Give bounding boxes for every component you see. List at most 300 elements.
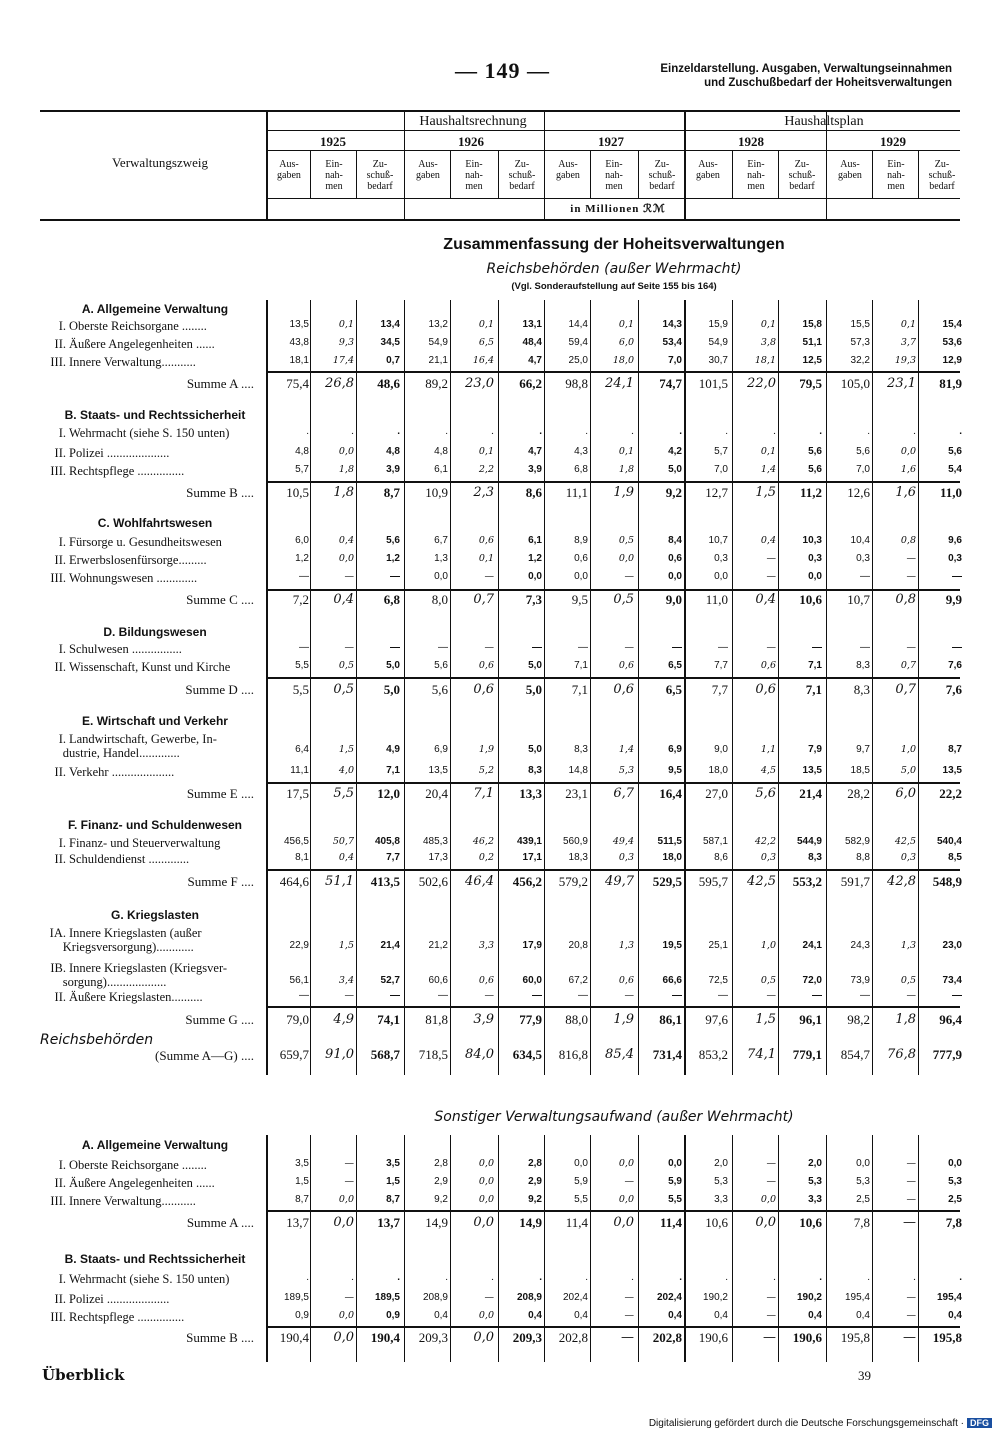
table-cell: 1,3 [618, 940, 634, 951]
row-number: III. [50, 1194, 66, 1208]
table-cell: 7,7 [711, 682, 728, 697]
table-cell: — [860, 571, 870, 582]
column-rule [544, 110, 545, 219]
column-rule [450, 150, 451, 198]
table-cell: 11,2 [799, 485, 822, 500]
table-cell: 13,2 [428, 319, 448, 330]
table-cell: 5,7 [295, 464, 309, 475]
table-cell: 209,3 [418, 1330, 448, 1345]
table-cell: 7,7 [714, 660, 728, 671]
table-cell: 9,3 [338, 337, 354, 348]
table-cell: 1,9 [478, 744, 494, 755]
table-cell: 3,3 [714, 1194, 728, 1205]
table-cell: — [344, 990, 354, 1001]
row-label-text: Schuldendienst ............. [69, 852, 190, 866]
table-cell: — [624, 571, 634, 582]
table-cell: 8,7 [295, 1194, 309, 1205]
table-cell: 15,4 [942, 319, 962, 330]
group-heading: B. Staats- und Rechtssicherheit [64, 408, 246, 422]
total-label-line-2: (Summe A—G) .... [155, 1048, 254, 1063]
table-cell: 15,5 [850, 319, 870, 330]
table-cell: . [350, 426, 354, 437]
table-cell: — [766, 1176, 776, 1187]
table-cell: 105,0 [840, 376, 870, 391]
table-cell: 0,0 [473, 1215, 494, 1230]
table-cell: 560,9 [562, 836, 588, 847]
table-cell: — [532, 642, 542, 653]
table-cell: 0,6 [574, 553, 588, 564]
row-label [44, 852, 256, 866]
table-cell: 13,1 [522, 319, 542, 330]
table-cell: 0,5 [618, 535, 634, 546]
dfg-logo: DFG [967, 1418, 992, 1428]
column-subheading: Ein- nah- men [465, 159, 483, 192]
table-cell: 1,1 [760, 744, 776, 755]
table-cell: 202,8 [558, 1330, 588, 1345]
table-cell: 18,1 [754, 355, 776, 366]
row-rule [268, 677, 960, 679]
table-cell: . [585, 1272, 588, 1283]
table-cell: — [860, 990, 870, 1001]
row-rule [268, 481, 960, 483]
table-cell: 5,9 [668, 1176, 682, 1187]
row-number: II. [54, 852, 66, 866]
column-rule [450, 300, 451, 1075]
table-cell: 5,0 [528, 660, 542, 671]
sum-label: Summe E .... [186, 786, 254, 801]
table-cell: — [578, 642, 588, 653]
table-cell: 1,8 [333, 485, 354, 500]
row-number: II. [54, 990, 66, 1004]
table-cell: — [484, 571, 494, 582]
table-cell: 54,9 [428, 337, 448, 348]
table-cell: 91,0 [325, 1047, 354, 1062]
row-number: II. [54, 553, 66, 567]
table-cell: 5,5 [574, 1194, 588, 1205]
table-cell: 8,7 [386, 1194, 400, 1205]
table-cell: 60,6 [428, 975, 448, 986]
table-cell: 24,3 [850, 940, 870, 951]
table-cell: 23,1 [887, 376, 916, 391]
column-rule [544, 1135, 545, 1362]
table-cell: 23,0 [465, 376, 494, 391]
row-number: II. [54, 337, 66, 351]
table-cell: 5,5 [333, 786, 354, 801]
table-cell: 76,8 [887, 1047, 916, 1062]
table-cell: 11,4 [659, 1215, 682, 1230]
group-actual-heading: Haushaltsrechnung [419, 114, 527, 129]
row-label [44, 1292, 256, 1306]
table-cell: 11,4 [565, 1215, 588, 1230]
table-cell: 0,0 [808, 571, 822, 582]
table-cell: 10,9 [425, 485, 448, 500]
year-heading: 1929 [880, 134, 906, 149]
table-cell: 21,4 [799, 786, 822, 801]
header-rule-1 [266, 130, 960, 131]
table-cell: . [350, 1272, 354, 1283]
table-cell: 1,4 [760, 464, 776, 475]
table-cell: 98,2 [847, 1012, 870, 1027]
table-cell: 30,7 [708, 355, 728, 366]
table-cell: 79,5 [799, 376, 822, 391]
column-rule [266, 110, 268, 219]
table-cell: 0,0 [618, 1194, 634, 1205]
column-rule [310, 300, 311, 1075]
table-cell: — [766, 1310, 776, 1321]
table-cell: — [952, 642, 962, 653]
table-cell: 2,9 [528, 1176, 542, 1187]
table-cell: 3,9 [528, 464, 542, 475]
row-number: II. [54, 660, 66, 674]
table-cell: 587,1 [702, 836, 728, 847]
table-cell: 0,4 [668, 1310, 682, 1321]
row-number: I. [58, 319, 66, 333]
table-cell: 17,5 [286, 786, 309, 801]
table-cell: — [624, 1310, 634, 1321]
row-rule [268, 1326, 960, 1328]
table-cell: 208,9 [516, 1292, 542, 1303]
table-cell: 202,8 [652, 1330, 682, 1345]
table-cell: 464,6 [279, 874, 309, 889]
table-cell: 3,8 [760, 337, 776, 348]
table-cell: 21,2 [428, 940, 448, 951]
table-cell: 4,7 [528, 355, 542, 366]
table-cell: 6,1 [528, 535, 542, 546]
table-cell: . [912, 1272, 916, 1283]
table-cell: 0,1 [338, 319, 354, 330]
table-cell: 20,8 [568, 940, 588, 951]
table-cell: 0,3 [948, 553, 962, 564]
table-cell: 5,5 [292, 682, 309, 697]
table-cell: 0,0 [528, 571, 542, 582]
table-cell: 25,1 [708, 940, 728, 951]
table-cell: — [624, 990, 634, 1001]
table-cell: — [532, 990, 542, 1001]
row-label-text: Innere Kriegslasten (Kriegsver- sorgung)................... [62, 961, 228, 989]
row-label [44, 1158, 256, 1172]
table-cell: . [397, 426, 400, 437]
table-cell: 1,5 [295, 1176, 309, 1187]
table-cell: 0,1 [760, 446, 776, 457]
table-cell: 53,6 [942, 337, 962, 348]
table-cell: 6,9 [668, 744, 682, 755]
row-rule [268, 371, 960, 373]
table-cell: 0,4 [434, 1310, 448, 1321]
table-cell: 0,0 [618, 1158, 634, 1169]
table-cell: 53,4 [662, 337, 682, 348]
table-cell: . [490, 426, 494, 437]
table-cell: 54,9 [708, 337, 728, 348]
table-cell: 50,7 [332, 836, 354, 847]
table-cell: 52,7 [380, 975, 400, 986]
table-cell: 0,0 [333, 1330, 354, 1345]
table-cell: 202,4 [562, 1292, 588, 1303]
row-rule [268, 1006, 960, 1008]
table-cell: 1,8 [618, 464, 634, 475]
table-cell: 0,6 [618, 975, 634, 986]
table-cell: 43,8 [289, 337, 309, 348]
table-cell: 5,0 [528, 744, 542, 755]
table-cell: 0,0 [574, 571, 588, 582]
table-cell: — [624, 1292, 634, 1303]
table-cell: 1,2 [295, 553, 309, 564]
table-cell: 9,6 [948, 535, 962, 546]
footer-left: Überblick [42, 1366, 125, 1384]
row-label [44, 535, 256, 549]
table-cell: 20,4 [425, 786, 448, 801]
table-cell: 12,6 [847, 485, 870, 500]
table-cell: 0,0 [478, 1194, 494, 1205]
table-cell: — [906, 571, 916, 582]
table-cell: 16,4 [472, 355, 494, 366]
table-cell: — [952, 571, 962, 582]
table-cell: 34,5 [380, 337, 400, 348]
table-cell: 3,7 [900, 337, 916, 348]
table-cell: 0,0 [668, 1158, 682, 1169]
table-cell: 81,9 [939, 376, 962, 391]
table-cell: 7,1 [386, 765, 400, 776]
table-cell: 0,6 [668, 553, 682, 564]
column-rule [356, 1135, 357, 1362]
column-subheading: Zu- schuß- bedarf [648, 159, 676, 192]
table-cell: 15,8 [802, 319, 822, 330]
row-label-text: Rechtspflege ............... [69, 464, 185, 478]
row-label-text: Innere Verwaltung........... [69, 1194, 196, 1208]
table-cell: 18,0 [612, 355, 634, 366]
table-cell: 16,4 [659, 786, 682, 801]
table-cell: 405,8 [374, 836, 400, 847]
table-cell: 49,4 [612, 836, 634, 847]
table-cell: 72,5 [708, 975, 728, 986]
table-cell: 9,9 [945, 592, 962, 607]
table-cell: 3,9 [386, 464, 400, 475]
column-rule [732, 300, 733, 1075]
table-cell: — [903, 1330, 916, 1345]
table-cell: 9,7 [856, 744, 870, 755]
row-label-text: Schulwesen ................ [69, 642, 182, 656]
table-cell: 5,6 [431, 682, 448, 697]
group-heading: F. Finanz- und Schuldenwesen [67, 818, 242, 832]
table-cell: . [539, 1272, 542, 1283]
table-cell: 18,3 [568, 852, 588, 863]
row-number: IA. [49, 926, 66, 940]
table-cell: 2,0 [808, 1158, 822, 1169]
table-cell: 0,0 [338, 553, 354, 564]
table-cell: 0,0 [478, 1158, 494, 1169]
table-cell: 195,8 [840, 1330, 870, 1345]
table-cell: 0,6 [478, 975, 494, 986]
table-cell: 5,0 [900, 765, 916, 776]
table-cell: 2,5 [856, 1194, 870, 1205]
table-cell: — [344, 1292, 354, 1303]
table-cell: 0,8 [895, 592, 916, 607]
table-cell: 5,6 [808, 464, 822, 475]
table-cell: 1,6 [900, 464, 916, 475]
table-cell: 27,0 [705, 786, 728, 801]
table-cell: 5,3 [808, 1176, 822, 1187]
table-cell: 190,4 [279, 1330, 309, 1345]
table-cell: 0,0 [338, 1194, 354, 1205]
row-label [44, 660, 256, 674]
table-cell: 12,7 [705, 485, 728, 500]
table-cell: 21,1 [428, 355, 448, 366]
table-cell: — [812, 990, 822, 1001]
column-subheading: Zu- schuß- bedarf [508, 159, 536, 192]
row-label [44, 1176, 256, 1190]
table-cell: 582,9 [844, 836, 870, 847]
row-number: III. [50, 464, 66, 478]
row-label-text: Wissenschaft, Kunst und Kirche [69, 660, 231, 674]
table-cell: 5,9 [574, 1176, 588, 1187]
table-cell: 7,7 [386, 852, 400, 863]
table-cell: 96,4 [939, 1012, 962, 1027]
table-cell: 12,0 [377, 786, 400, 801]
table-cell: 5,3 [948, 1176, 962, 1187]
row-number: III. [50, 1310, 66, 1324]
table-cell: 7,1 [473, 786, 494, 801]
table-cell: 18,5 [850, 765, 870, 776]
table-cell: 75,4 [286, 376, 309, 391]
table-cell: 8,7 [383, 485, 400, 500]
table-cell: 5,5 [668, 1194, 682, 1205]
table-cell: 7,8 [853, 1215, 870, 1230]
column-rule [310, 1135, 311, 1362]
table-cell: 0,4 [714, 1310, 728, 1321]
row-label-text: Rechtspflege ............... [69, 1310, 185, 1324]
table-cell: 17,4 [332, 355, 354, 366]
table-cell: 0,3 [856, 553, 870, 564]
table-cell: 8,3 [528, 765, 542, 776]
row-label [44, 836, 256, 850]
table-cell: 0,0 [473, 1330, 494, 1345]
table-cell: 0,5 [338, 660, 354, 671]
table-cell: 0,0 [333, 1215, 354, 1230]
table-cell: 8,3 [808, 852, 822, 863]
group-heading: G. Kriegslasten [110, 908, 200, 922]
sum-label: Summe F .... [187, 874, 254, 889]
table-cell: — [812, 642, 822, 653]
table-cell: 0,0 [338, 1310, 354, 1321]
table-cell: . [630, 1272, 634, 1283]
row-number: III. [50, 571, 66, 585]
row-label [44, 1194, 256, 1208]
table-cell: 1,0 [900, 744, 916, 755]
column-rule [778, 1135, 779, 1362]
table-cell: 548,9 [932, 874, 962, 889]
table-cell: 7,1 [571, 682, 588, 697]
column-rule [684, 1135, 686, 1362]
table-cell: 11,0 [939, 485, 962, 500]
row-label-text: Wehrmacht (siehe S. 150 unten) [69, 1272, 230, 1286]
column-rule [356, 300, 357, 1075]
table-cell: — [484, 990, 494, 1001]
table-cell: 7,0 [856, 464, 870, 475]
table-cell: 502,6 [418, 874, 448, 889]
table-cell: 6,5 [665, 682, 682, 697]
row-label-text: Polizei .................... [69, 1292, 170, 1306]
row-label [44, 732, 256, 760]
table-cell: 42,5 [894, 836, 916, 847]
table-cell: 10,7 [847, 592, 870, 607]
column-rule [918, 1135, 919, 1362]
section-note: (Vgl. Sonderaufstellung auf Seite 155 bis 164) [511, 281, 717, 292]
row-label [44, 990, 256, 1004]
table-cell: 51,1 [325, 874, 354, 889]
table-cell: 4,0 [338, 765, 354, 776]
row-label-text: Wehrmacht (siehe S. 150 unten) [69, 426, 230, 440]
column-rule [684, 300, 686, 1075]
column-subheading: Aus- gaben [696, 159, 720, 181]
row-label [44, 926, 256, 954]
table-top-rule [40, 110, 960, 112]
table-cell: 4,8 [295, 446, 309, 457]
table-cell: 24,1 [802, 940, 822, 951]
row-label-text: Landwirtschaft, Gewerbe, In- dustrie, Handel............. [62, 732, 217, 760]
row-rule [268, 782, 960, 784]
column-rule [826, 300, 827, 1075]
row-label [44, 319, 256, 333]
row-number: I. [58, 535, 66, 549]
table-cell: 0,0 [948, 1158, 962, 1169]
table-cell: 0,3 [714, 553, 728, 564]
table-cell: 1,3 [434, 553, 448, 564]
table-cell: 189,5 [283, 1292, 309, 1303]
table-cell: 5,3 [856, 1176, 870, 1187]
row-label [44, 446, 256, 460]
row-label [44, 571, 256, 585]
group-heading: C. Wohlfahrtswesen [97, 516, 213, 530]
table-cell: 4,7 [528, 446, 542, 457]
row-label [44, 1272, 256, 1286]
group-heading: B. Staats- und Rechtssicherheit [64, 1252, 246, 1266]
table-cell: 0,6 [473, 682, 494, 697]
table-cell: 59,4 [568, 337, 588, 348]
row-number: II. [54, 1292, 66, 1306]
table-cell: 8,1 [295, 852, 309, 863]
table-cell: 0,3 [618, 852, 634, 863]
table-cell: — [344, 1176, 354, 1187]
column-rule [498, 150, 499, 198]
sum-label: Summe A .... [186, 1215, 254, 1230]
table-cell: 0,6 [760, 660, 776, 671]
column-rule [590, 1135, 591, 1362]
table-cell: — [299, 571, 309, 582]
table-cell: . [397, 1272, 400, 1283]
year-heading: 1927 [598, 134, 624, 149]
row-label [44, 464, 256, 478]
table-cell: — [906, 1292, 916, 1303]
table-cell: 6,8 [574, 464, 588, 475]
table-cell: — [766, 642, 776, 653]
table-cell: 10,6 [799, 1215, 822, 1230]
table-cell: — [766, 1158, 776, 1169]
table-cell: . [819, 426, 822, 437]
table-cell: 777,9 [932, 1047, 962, 1062]
column-rule [732, 1135, 733, 1362]
table-cell: 66,2 [519, 376, 542, 391]
table-cell: 17,3 [428, 852, 448, 863]
table-cell: 6,4 [295, 744, 309, 755]
table-cell: 56,1 [289, 975, 309, 986]
column-rule [778, 300, 779, 1075]
table-cell: 0,0 [434, 571, 448, 582]
table-cell: 67,2 [568, 975, 588, 986]
table-cell: 7,2 [292, 592, 309, 607]
table-cell: 0,9 [295, 1310, 309, 1321]
column-subheading: Aus- gaben [556, 159, 580, 181]
table-cell: 0,6 [613, 682, 634, 697]
table-cell: 74,7 [659, 376, 682, 391]
